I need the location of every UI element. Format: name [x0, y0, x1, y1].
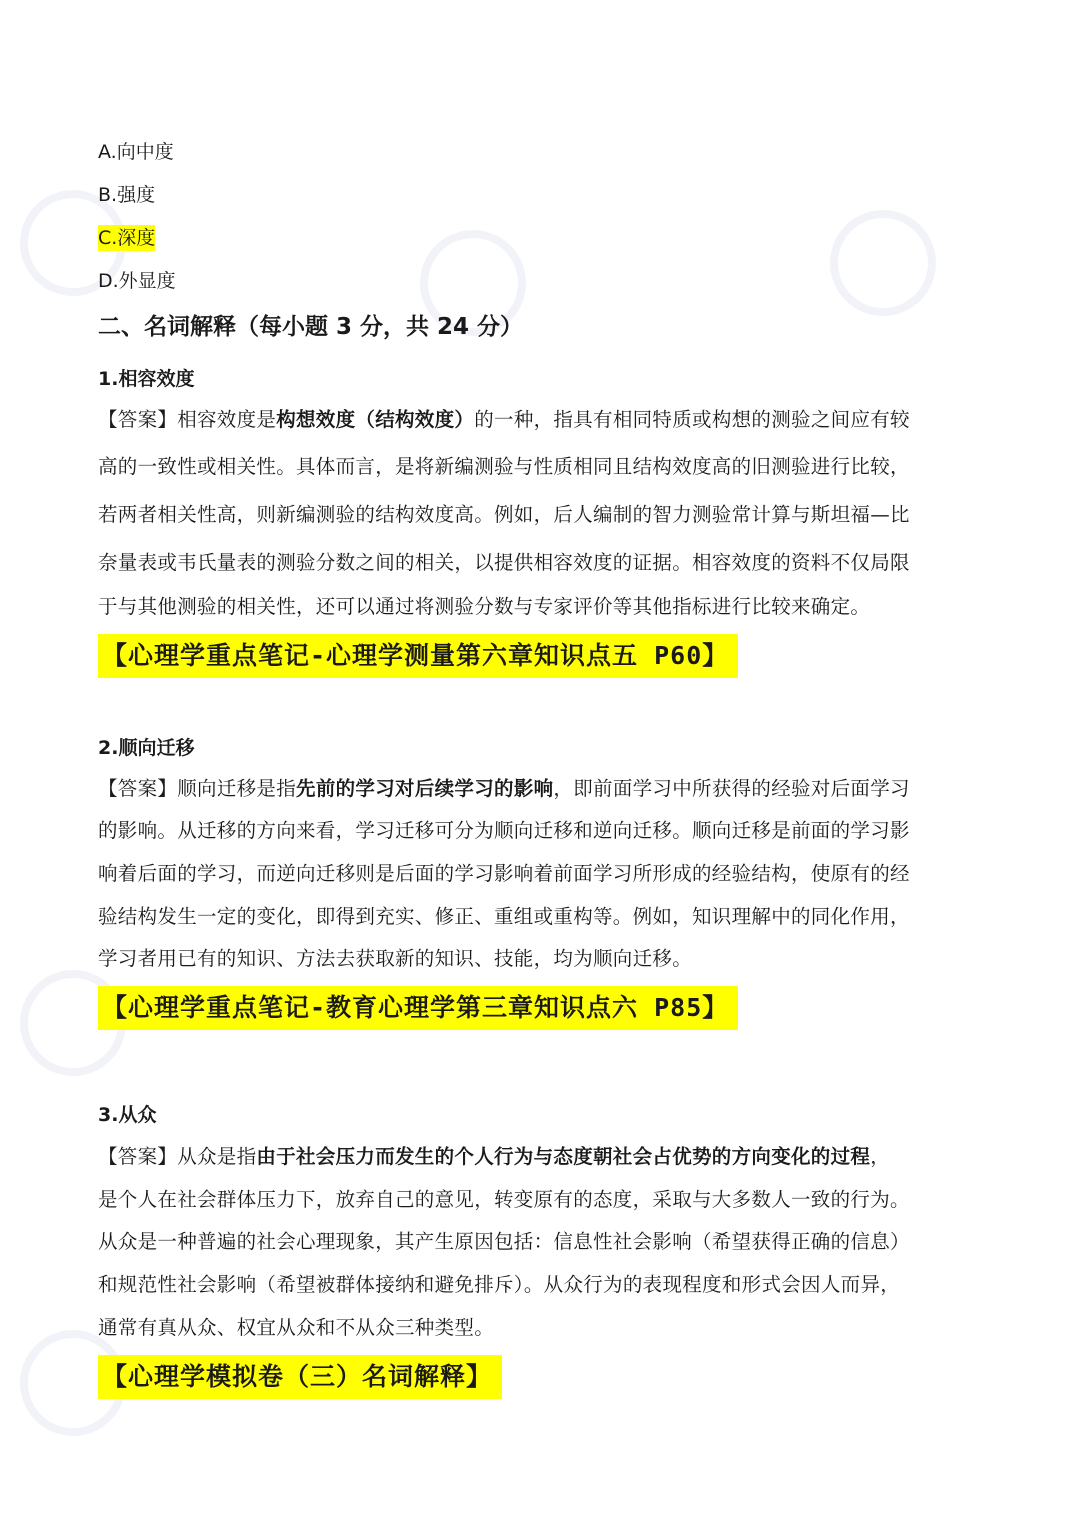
option-a: A.向中度	[98, 141, 174, 163]
answer-line	[98, 407, 982, 433]
answer-text: ，	[870, 1145, 891, 1168]
source-reference: 【心理学重点笔记-教育心理学第三章知识点六 P85】	[98, 986, 738, 1030]
answer-line: 高的一致性或相关性。具体而言，是将新编测验与性质相同且结构效度高的旧测验进行比较，	[98, 455, 910, 478]
answer-bold-text: 构想效度（结构效度）	[276, 408, 475, 431]
answer-bold-text: 先前的学习对后续学习的影响	[296, 777, 554, 800]
answer-text: 的一种，指具有相同特质或构想的测验之间应有较	[474, 408, 910, 431]
answer-line: 通常有真从众、权宜从众和不从众三种类型。	[98, 1316, 495, 1339]
option-d: D.外显度	[98, 270, 176, 292]
answer-line: 和规范性社会影响（希望被群体接纳和避免排斥）。从众行为的表现程度和形式会因人而异，	[98, 1273, 901, 1296]
item-title: 3.从众	[98, 1104, 157, 1126]
answer-line: 学习者用已有的知识、方法去获取新的知识、技能，均为顺向迁移。	[98, 947, 693, 970]
answer-line: 于与其他测验的相关性，还可以通过将测验分数与专家评价等其他指标进行比较来确定。	[98, 595, 871, 618]
answer-line: 响着后面的学习，而逆向迁移则是后面的学习影响着前面学习所形成的经验结构，使原有的经	[98, 862, 910, 885]
answer-text: 【答案】相容效度是	[98, 408, 277, 431]
option-c-highlight: C.深度	[98, 227, 156, 249]
answer-line: 若两者相关性高，则新编测验的结构效度高。例如，后人编制的智力测验常计算与斯坦福—比	[98, 503, 910, 526]
option-b: B.强度	[98, 184, 156, 206]
answer-text: 【答案】顺向迁移是指	[98, 777, 297, 800]
answer-line: 奈量表或韦氏量表的测验分数之间的相关，以提供相容效度的证据。相容效度的资料不仅局限	[98, 551, 910, 574]
option-c	[98, 225, 155, 251]
answer-line: 是个人在社会群体压力下，放弃自己的意见，转变原有的态度，采取与大多数人一致的行为。	[98, 1188, 910, 1211]
watermark-logo-icon	[830, 210, 936, 316]
answer-text: 【答案】从众是指	[98, 1145, 257, 1168]
item-title: 2.顺向迁移	[98, 737, 195, 759]
answer-line: 的影响。从迁移的方向来看，学习迁移可分为顺向迁移和逆向迁移。顺向迁移是前面的学习影	[98, 819, 910, 842]
answer-line	[98, 776, 982, 802]
item-title: 1.相容效度	[98, 368, 195, 390]
answer-text: ，即前面学习中所获得的经验对后面学习	[553, 777, 910, 800]
answer-line	[98, 1144, 982, 1170]
source-reference: 【心理学重点笔记-心理学测量第六章知识点五 P60】	[98, 634, 738, 678]
answer-bold-text: 由于社会压力而发生的个人行为与态度朝社会占优势的方向变化的过程	[256, 1145, 871, 1168]
source-reference: 【心理学模拟卷（三）名词解释】	[98, 1355, 502, 1399]
section-heading: 二、名词解释（每小题 3 分，共 24 分）	[98, 314, 524, 340]
answer-line: 从众是一种普遍的社会心理现象，其产生原因包括：信息性社会影响（希望获得正确的信息）	[98, 1230, 910, 1253]
answer-line: 验结构发生一定的变化，即得到充实、修正、重组或重构等。例如，知识理解中的同化作用，	[98, 905, 910, 928]
